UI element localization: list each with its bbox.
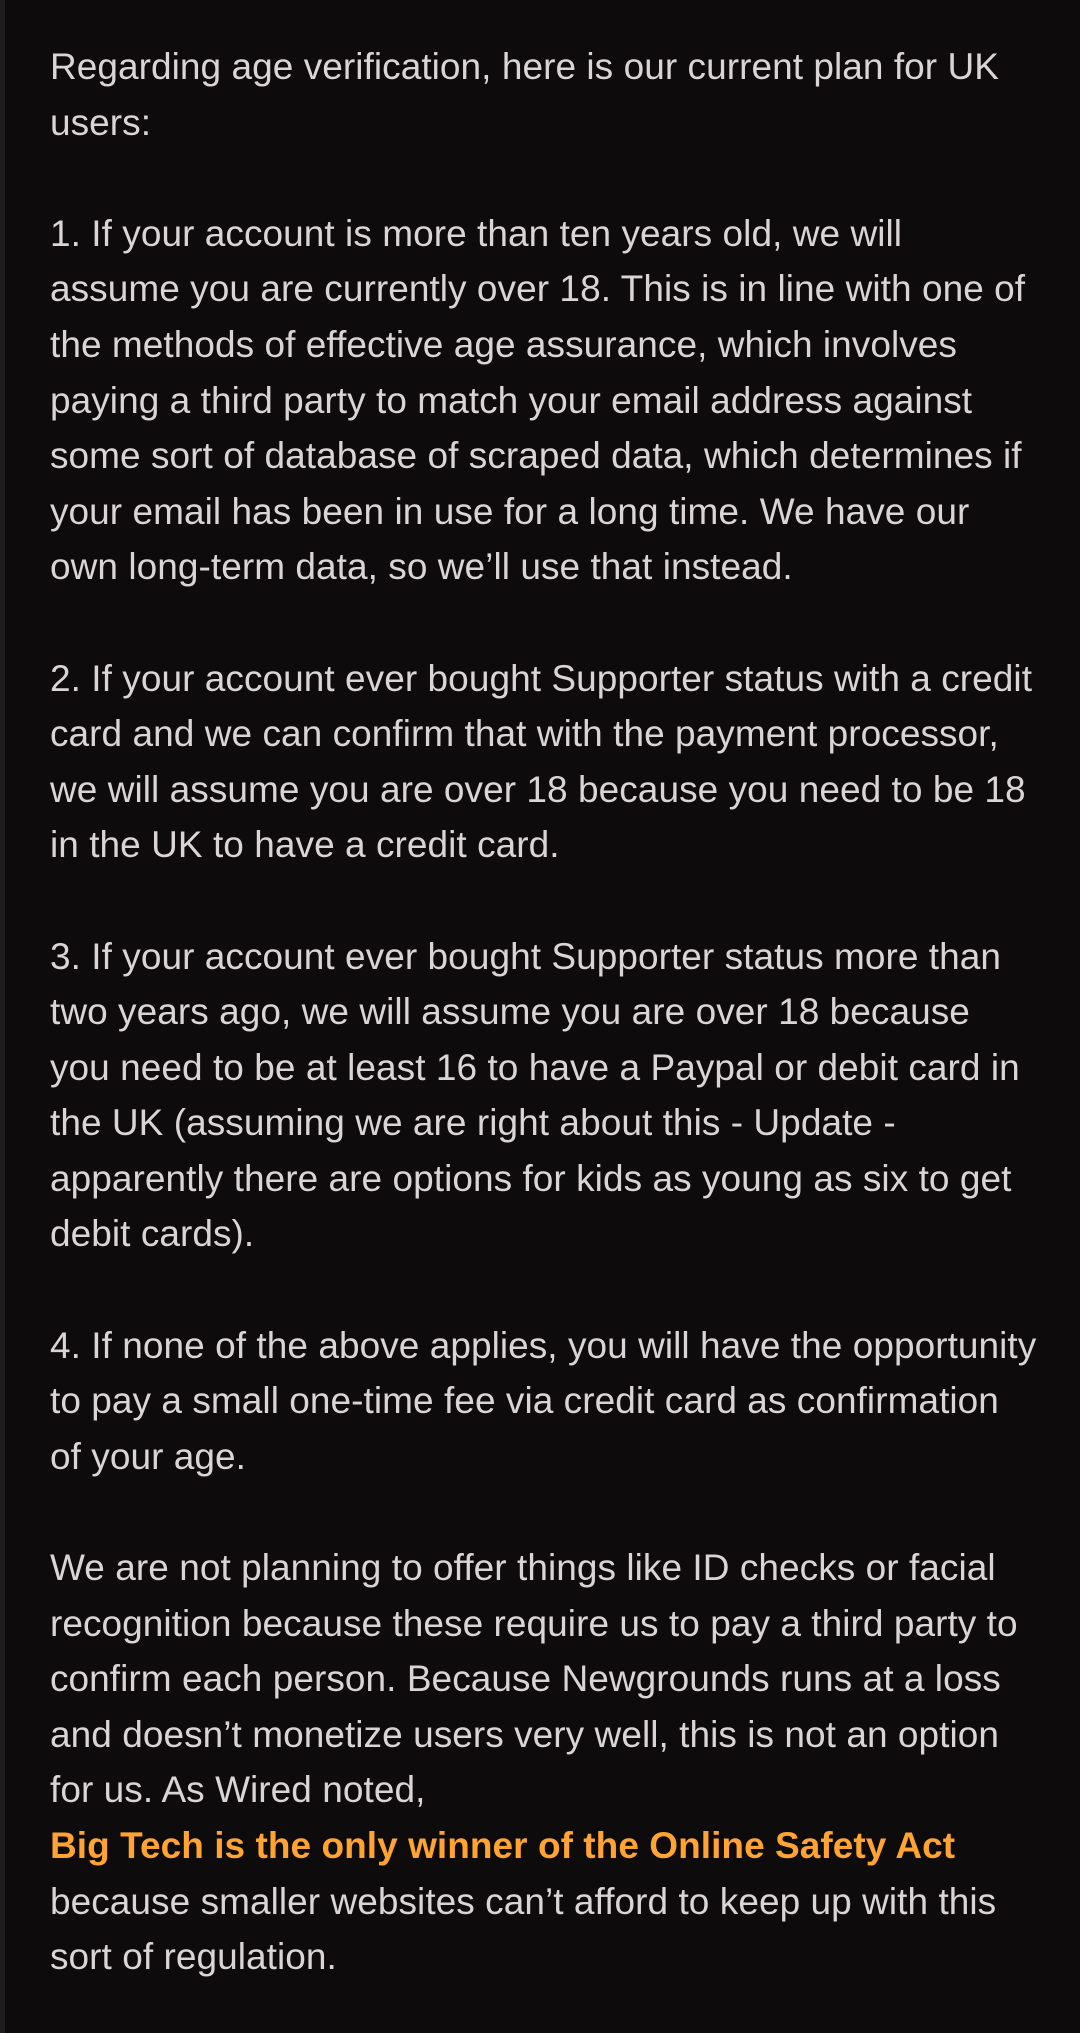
plan-point-2: 2. If your account ever bought Supporter status with a credit card and we can confirm that with the payment processor, we will assume you are over 18 because you need to be 18 in the UK to have a credit card. [50, 657, 1033, 866]
intro-paragraph: Regarding age verification, here is our current plan for UK users: [50, 46, 999, 143]
plan-point-4: 4. If none of the above applies, you will have the opportunity to pay a small one-time fee via credit card as confirmation of your age. [50, 1324, 1037, 1477]
closing-paragraph [50, 1540, 1040, 1985]
closing-text-after-link: because smaller websites can’t afford to keep up with this sort of regulation. [50, 1880, 997, 1978]
closing-text-before-link: We are not planning to offer things like ID checks or facial recognition because these require us to pay a third party to confirm each person. Because Newgrounds runs at a loss and doesn’t monetize users very well, this is not an option for us. As Wired noted, [50, 1547, 1018, 1811]
plan-point-3: 3. If your account ever bought Supporter status more than two years ago, we will assume you are over 18 because you need to be at least 16 to have a Paypal or debit card in the UK (assuming we are right about this - Update - apparently there are options for kids as young as six to get debit cards). [50, 935, 1020, 1255]
plan-point-1: 1. If your account is more than ten years old, we will assume you are currently over 18. This is in line with one of the methods of effective age assurance, which involves paying a third party to match your email address against some sort of database of scraped data, which determines if your email has been in use for a long time. We have our own long-term data, so we’ll use that instead. [50, 212, 1026, 588]
wired-article-link[interactable]: Big Tech is the only winner of the Online Safety Act [50, 1825, 956, 1866]
